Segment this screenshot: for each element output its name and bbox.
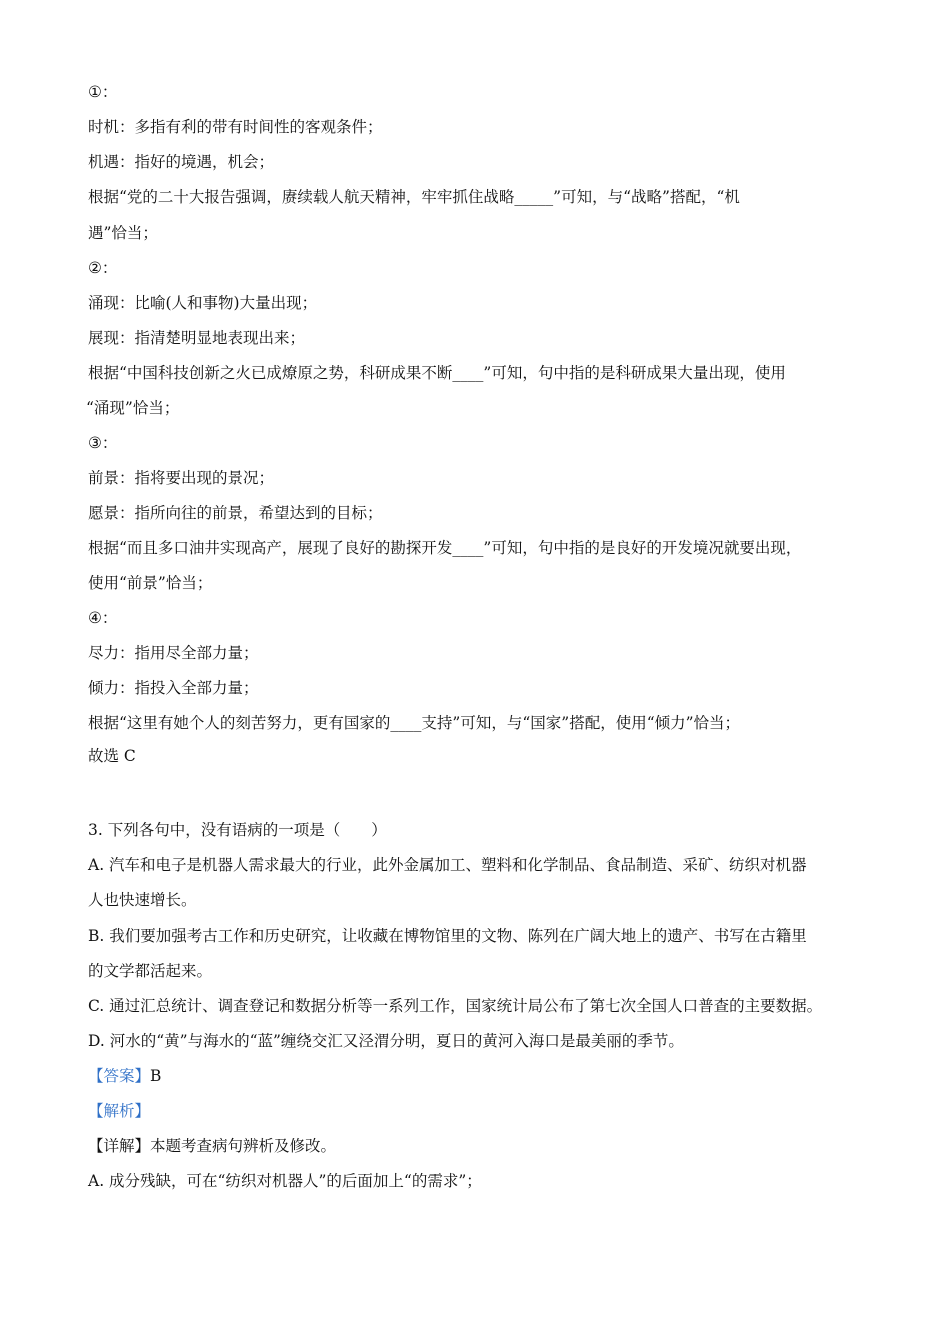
detail-intro: 【详解】本题考查病句辨析及修改。 xyxy=(88,1137,337,1155)
option-a-cont: 人也快速增长。 xyxy=(88,891,197,909)
question-3-stem: 3. 下列各句中，没有语病的一项是（ ） xyxy=(88,821,387,839)
answer-value: B xyxy=(150,1067,162,1085)
answer-tag: 【答案】 xyxy=(88,1067,151,1085)
item-1-definition-1: 时机：多指有利的带有时间性的客观条件； xyxy=(88,118,383,136)
item-3-marker: ③： xyxy=(88,434,118,452)
detail-option-a: A. 成分残缺，可在“纺织对机器人”的后面加上“的需求”； xyxy=(88,1172,482,1190)
item-2-definition-1: 涌现：比喻(人和事物)大量出现； xyxy=(88,294,318,312)
option-a: A. 汽车和电子是机器人需求最大的行业，此外金属加工、塑料和化学制品、食品制造、采矿、纺织对机器 xyxy=(88,856,807,874)
item-3-definition-2: 愿景：指所向往的前景，希望达到的目标； xyxy=(88,504,383,522)
item-4-marker: ④： xyxy=(88,609,118,627)
item-4-definition-2: 倾力：指投入全部力量； xyxy=(88,679,259,697)
item-2-marker: ②： xyxy=(88,259,118,277)
item-1-definition-2: 机遇：指好的境遇，机会； xyxy=(88,153,275,171)
option-b-cont: 的文学都活起来。 xyxy=(88,962,213,980)
option-d: D. 河水的“黄”与海水的“蓝”缠绕交汇又泾渭分明，夏日的黄河入海口是最美丽的季节。 xyxy=(88,1032,684,1050)
item-1-reason-cont: 遇”恰当； xyxy=(88,224,158,242)
item-3-reason: 根据“而且多口油井实现高产，展现了良好的勘探开发____”可知，句中指的是良好的开发境况就要出现， xyxy=(88,539,802,557)
conclusion: 故选 C xyxy=(88,747,136,765)
item-3-reason-cont: 使用“前景”恰当； xyxy=(88,574,213,592)
item-2-reason-cont: “涌现”恰当； xyxy=(86,399,180,417)
item-4-definition-1: 尽力：指用尽全部力量； xyxy=(88,644,259,662)
item-3-definition-1: 前景：指将要出现的景况； xyxy=(88,469,275,487)
option-c: C. 通过汇总统计、调查登记和数据分析等一系列工作，国家统计局公布了第七次全国人口普查的主要数据。 xyxy=(88,997,823,1015)
item-2-reason: 根据“中国科技创新之火已成燎原之势，科研成果不断____”可知，句中指的是科研成果大量出现，使用 xyxy=(88,364,786,382)
item-1-marker: ①： xyxy=(88,83,118,101)
answer-line xyxy=(88,1066,161,1086)
item-4-reason: 根据“这里有她个人的刻苦努力，更有国家的____支持”可知，与“国家”搭配，使用“倾力”恰当； xyxy=(88,714,741,732)
analysis-tag: 【解析】 xyxy=(88,1102,151,1120)
item-1-reason: 根据“党的二十大报告强调，赓续载人航天精神，牢牢抓住战略_____”可知，与“战略”搭配，“机 xyxy=(88,188,740,206)
item-2-definition-2: 展现：指清楚明显地表现出来； xyxy=(88,329,306,347)
option-b: B. 我们要加强考古工作和历史研究，让收藏在博物馆里的文物、陈列在广阔大地上的遗产、书写在古籍里 xyxy=(88,927,807,945)
